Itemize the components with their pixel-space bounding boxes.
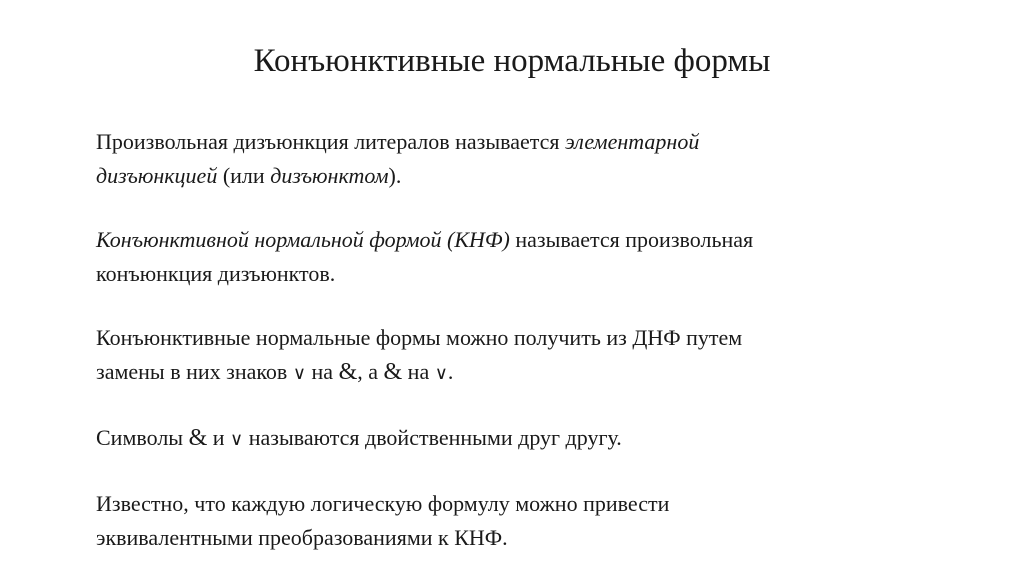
slide-body	[96, 125, 956, 585]
text: ).	[388, 163, 402, 188]
text-line: эквивалентными преобразованиями к КНФ.	[96, 525, 508, 550]
term-italic: дизъюнкцией	[96, 163, 218, 188]
paragraph-definition-cnf	[96, 223, 956, 291]
text: называются двойственными друг другу.	[243, 425, 622, 450]
paragraph-duality	[96, 421, 956, 457]
paragraph-definition-disjunct	[96, 125, 956, 193]
conjunction-symbol: &	[338, 359, 358, 385]
term-italic: элементарной	[565, 129, 700, 154]
text: Символы	[96, 425, 189, 450]
text: замены в них знаков	[96, 359, 293, 384]
paragraph-cnf-from-dnf	[96, 321, 956, 391]
text: Произвольная дизъюнкция литералов называется	[96, 129, 566, 154]
slide-title: Конъюнктивные нормальные формы	[253, 43, 771, 79]
paragraph-equivalence	[96, 487, 956, 555]
term-italic: дизъюнктом	[270, 163, 389, 188]
text: называется произвольная	[509, 227, 754, 252]
text-line	[96, 125, 956, 159]
text: на	[402, 359, 435, 384]
text: на	[306, 359, 339, 384]
text-line	[96, 159, 956, 193]
disjunction-symbol: ∨	[292, 363, 307, 384]
conjunction-symbol: &	[383, 359, 403, 385]
disjunction-symbol: ∨	[230, 429, 244, 450]
text-line	[96, 355, 956, 391]
text: и	[207, 425, 231, 450]
disjunction-symbol: ∨	[434, 363, 448, 384]
text-line: Конъюнктивные нормальные формы можно получить из ДНФ путем	[96, 325, 743, 350]
text-line	[96, 223, 956, 257]
text: (или	[217, 163, 271, 188]
text-line: конъюнкция дизъюнктов.	[96, 261, 336, 286]
text: , а	[357, 359, 384, 384]
conjunction-symbol: &	[188, 425, 208, 451]
text: .	[447, 359, 454, 384]
text-line	[96, 421, 956, 457]
term-italic: Конъюнктивной нормальной формой (КНФ)	[96, 227, 510, 252]
text-line: Известно, что каждую логическую формулу можно привести	[96, 491, 670, 516]
